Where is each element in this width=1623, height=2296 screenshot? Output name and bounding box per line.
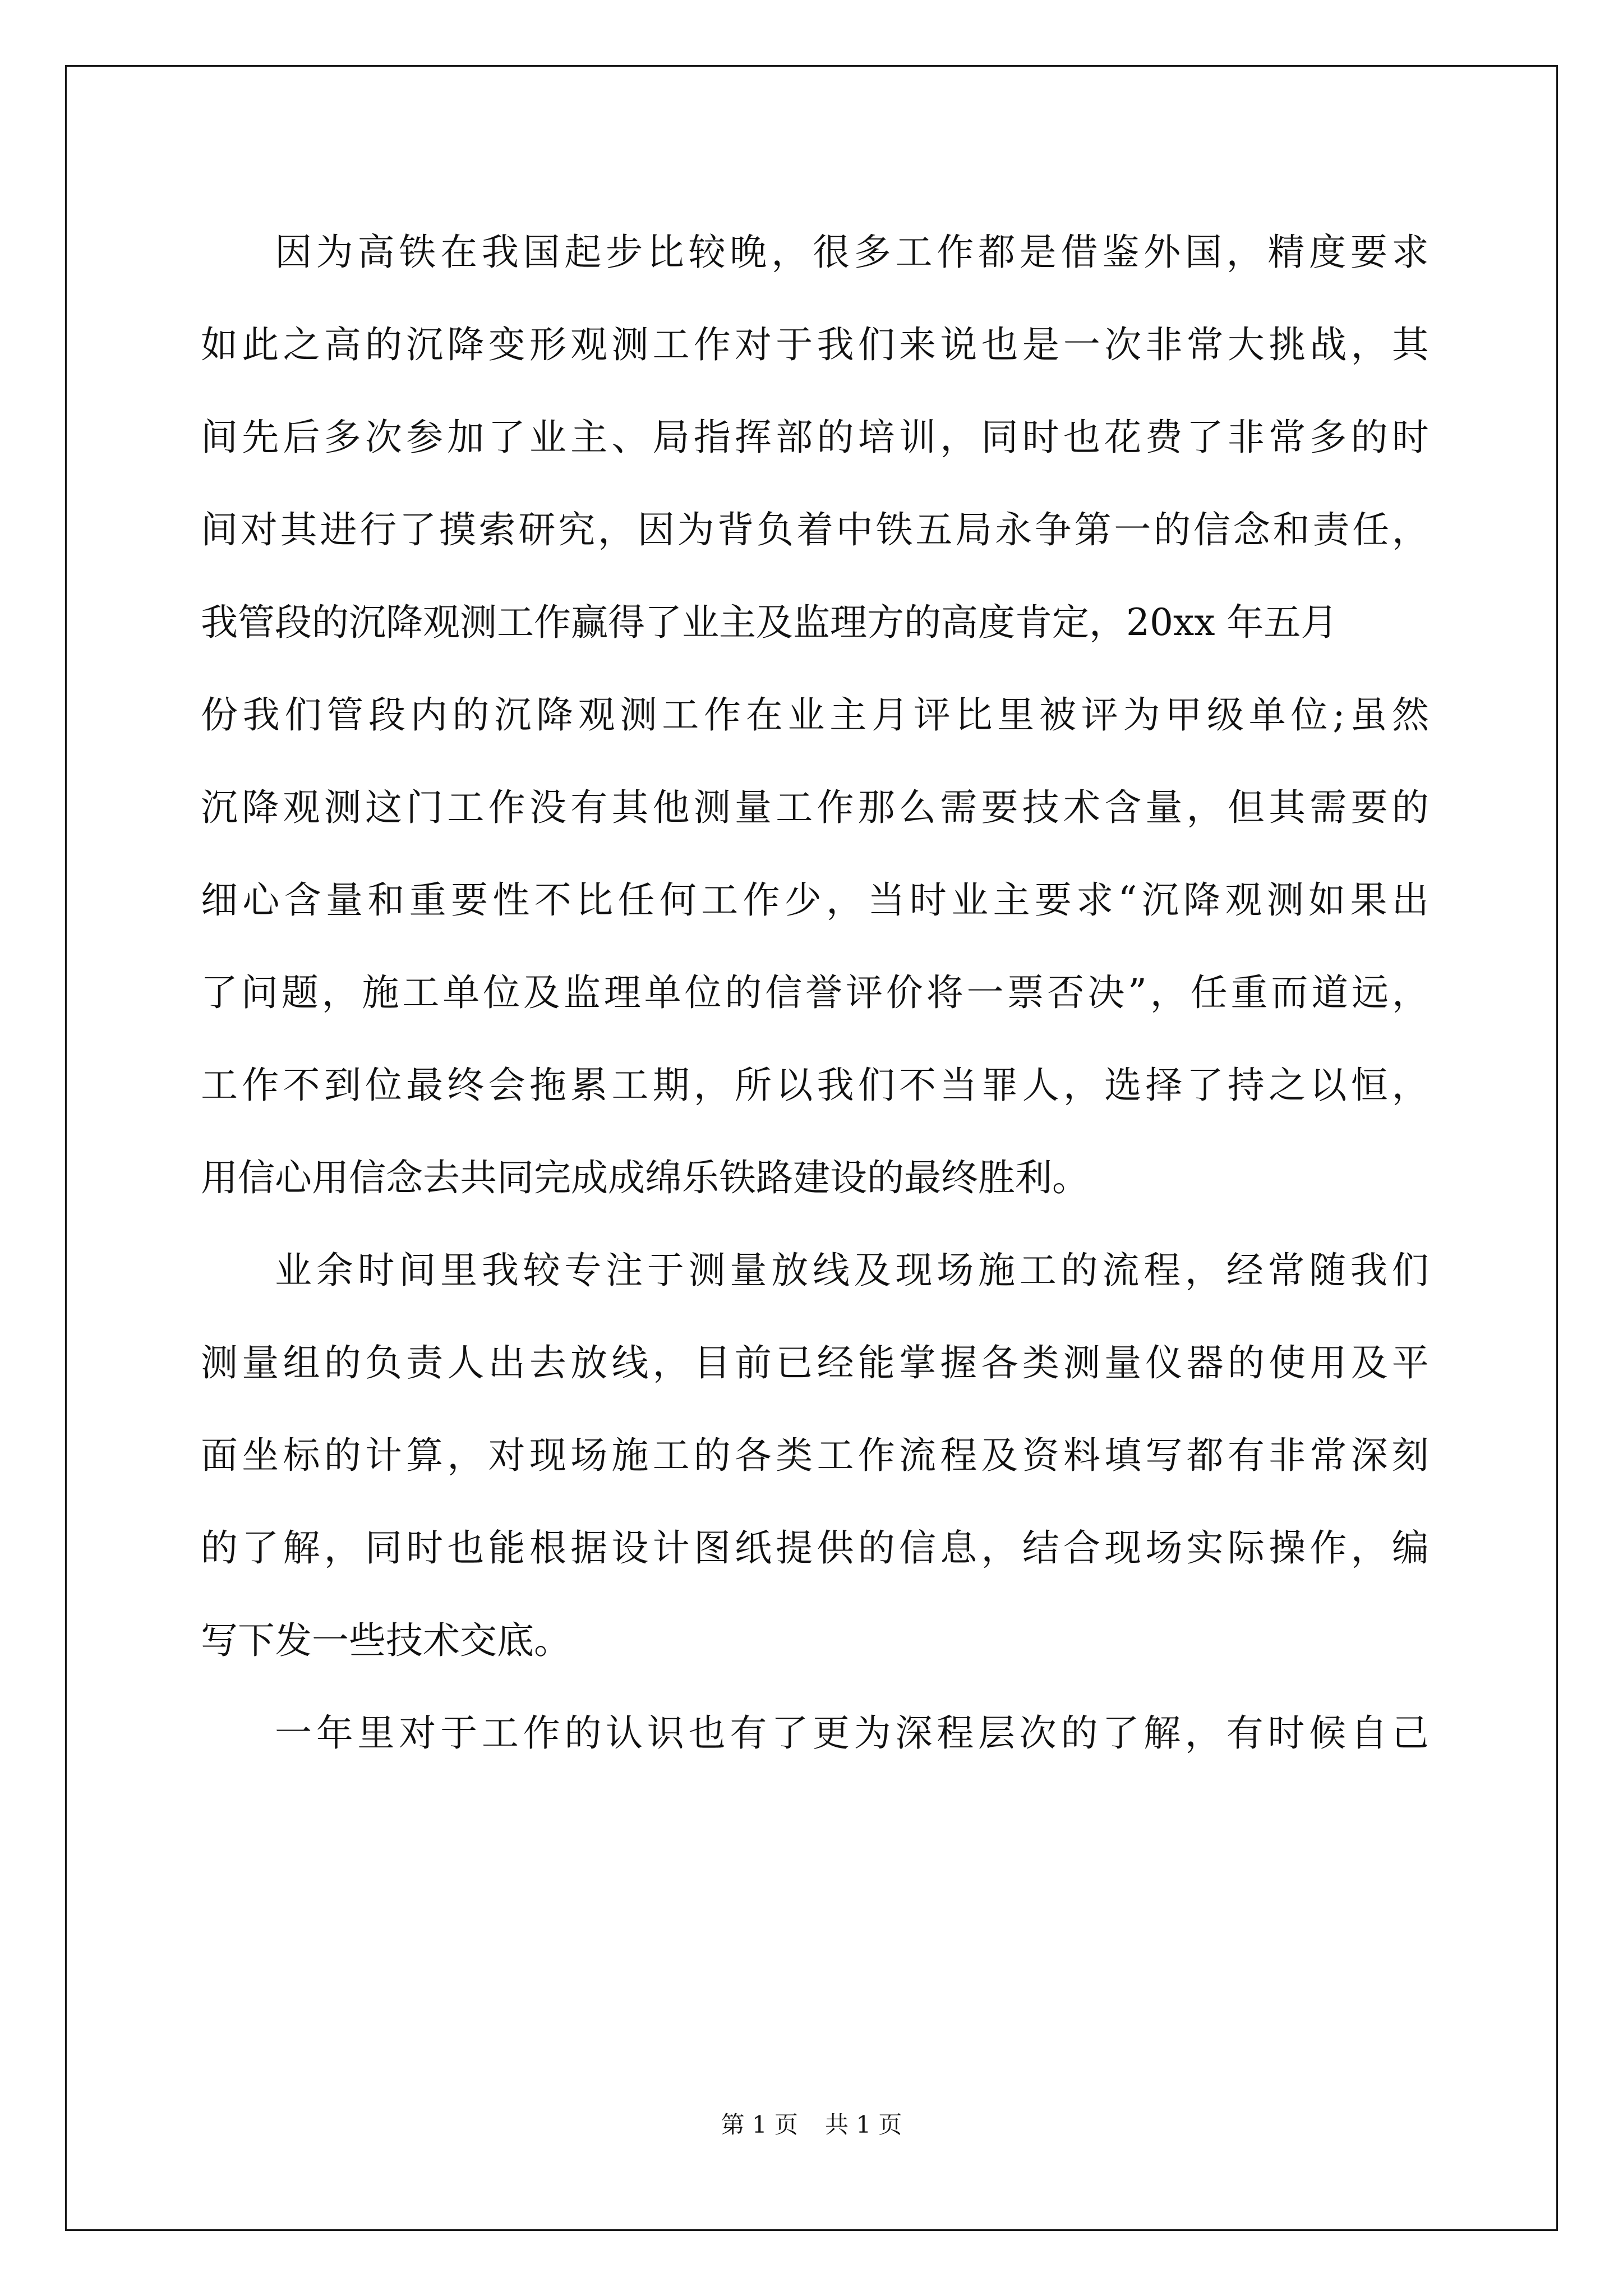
text-line: 写下发一些技术交底。	[201, 1619, 571, 1662]
text-line: 业 余 时 间 里 我 较 专 注 于 测 量 放 线 及 现 场 施 工 的 流 程 ， 经 常 随 我 们	[275, 1249, 1429, 1292]
page-number: 第 1 页	[721, 2111, 798, 2138]
text-line: 如 此 之 高 的 沉 降 变 形 观 测 工 作 对 于 我 们 来 说 也 是 一 次 非 常 大 挑 战 ， 其	[201, 323, 1429, 366]
text-line: 间 对 其 进 行 了 摸 索 研 究 ， 因 为 背 负 着 中 铁 五 局 永 争 第 一 的 信 念 和 责 任 ，	[201, 508, 1429, 551]
text-line: 因 为 高 铁 在 我 国 起 步 比 较 晚 ， 很 多 工 作 都 是 借 鉴 外 国 ， 精 度 要 求	[275, 231, 1429, 274]
text-line: 的 了 解 ， 同 时 也 能 根 据 设 计 图 纸 提 供 的 信 息 ， 结 合 现 场 实 际 操 作 ， 编	[201, 1526, 1429, 1570]
text-line: 我管段的沉降观测工作赢得了业主及监理方的高度肯定，20xx 年五月	[201, 601, 1338, 644]
text-line: 间 先 后 多 次 参 加 了 业 主 、 局 指 挥 部 的 培 训 ， 同 时 也 花 费 了 非 常 多 的 时	[201, 416, 1429, 459]
page-total: 共 1 页	[825, 2111, 902, 2138]
text-line: 一 年 里 对 于 工 作 的 认 识 也 有 了 更 为 深 程 层 次 的 了 解 ， 有 时 候 自 己	[275, 1711, 1429, 1755]
page-footer	[0, 2106, 1623, 2140]
text-line: 工 作 不 到 位 最 终 会 拖 累 工 期 ， 所 以 我 们 不 当 罪 人 ， 选 择 了 持 之 以 恒 ，	[201, 1064, 1429, 1107]
text-line: 细 心 含 量 和 重 要 性 不 比 任 何 工 作 少 ， 当 时 业 主 要 求 “ 沉 降 观 测 如 果 出	[201, 878, 1429, 922]
text-line: 了 问 题 ， 施 工 单 位 及 监 理 单 位 的 信 誉 评 价 将 一 票 否 决 ” ， 任 重 而 道 远 ，	[201, 971, 1429, 1014]
document-body	[201, 206, 1429, 1779]
text-line: 测 量 组 的 负 责 人 出 去 放 线 ， 目 前 已 经 能 掌 握 各 类 测 量 仪 器 的 使 用 及 平	[201, 1341, 1429, 1384]
text-line: 面 坐 标 的 计 算 ， 对 现 场 施 工 的 各 类 工 作 流 程 及 资 料 填 写 都 有 非 常 深 刻	[201, 1434, 1429, 1477]
text-line: 份 我 们 管 段 内 的 沉 降 观 测 工 作 在 业 主 月 评 比 里 被 评 为 甲 级 单 位 ; 虽 然	[201, 693, 1429, 737]
text-line: 用信心用信念去共同完成成绵乐铁路建设的最终胜利。	[201, 1156, 1089, 1199]
text-line: 沉 降 观 测 这 门 工 作 没 有 其 他 测 量 工 作 那 么 需 要 技 术 含 量 ， 但 其 需 要 的	[201, 786, 1429, 829]
